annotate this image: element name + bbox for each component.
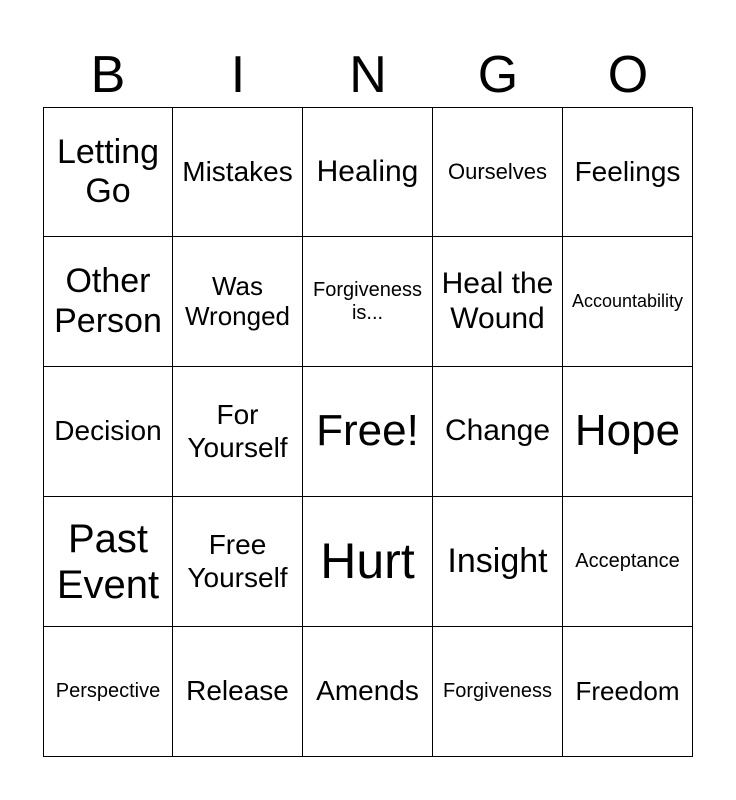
bingo-cell[interactable]: Freedom (563, 627, 693, 757)
bingo-cell[interactable]: Forgiveness (433, 627, 563, 757)
bingo-cell[interactable]: Was Wronged (173, 237, 303, 367)
bingo-cell[interactable]: Amends (303, 627, 433, 757)
bingo-cell[interactable]: Perspective (43, 627, 173, 757)
bingo-header (43, 40, 693, 110)
bingo-cell[interactable]: Healing (303, 107, 433, 237)
header-letter-o: O (607, 46, 649, 104)
bingo-cell[interactable]: Forgiveness is... (303, 237, 433, 367)
bingo-cell[interactable]: Other Person (43, 237, 173, 367)
bingo-cell[interactable]: Heal the Wound (433, 237, 563, 367)
bingo-cell[interactable]: Insight (433, 497, 563, 627)
bingo-cell[interactable]: Change (433, 367, 563, 497)
bingo-cell[interactable]: Hope (563, 367, 693, 497)
bingo-cell[interactable]: Letting Go (43, 107, 173, 237)
bingo-cell[interactable]: Acceptance (563, 497, 693, 627)
header-letter-i: I (230, 46, 246, 104)
bingo-cell[interactable]: Ourselves (433, 107, 563, 237)
bingo-cell[interactable]: Past Event (43, 497, 173, 627)
bingo-cell[interactable]: Accountability (563, 237, 693, 367)
bingo-cell[interactable]: Release (173, 627, 303, 757)
bingo-cell[interactable]: Hurt (303, 497, 433, 627)
bingo-cell[interactable]: Feelings (563, 107, 693, 237)
bingo-cell[interactable]: Decision (43, 367, 173, 497)
bingo-cell[interactable]: Free Yourself (173, 497, 303, 627)
bingo-grid (43, 107, 693, 757)
bingo-cell[interactable]: Mistakes (173, 107, 303, 237)
bingo-cell[interactable]: For Yourself (173, 367, 303, 497)
header-letter-b: B (90, 46, 126, 104)
header-letter-n: N (349, 46, 387, 104)
header-letter-g: G (477, 46, 519, 104)
bingo-cell[interactable]: Free! (303, 367, 433, 497)
